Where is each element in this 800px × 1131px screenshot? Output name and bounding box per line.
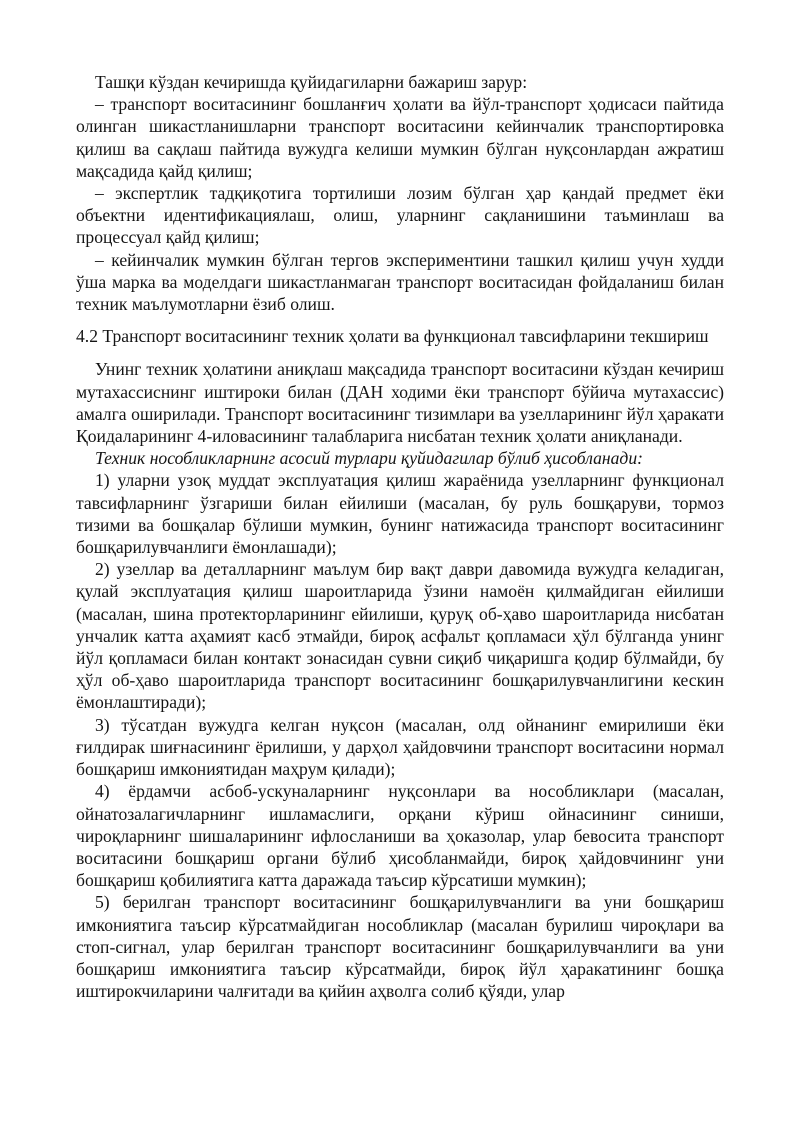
list-item-5: 5) берилган транспорт воситасининг бошқарилувчанлиги ва уни бошқариш имкониятига таъсир кўрсатмайдиган нособликлар (масалан бурилиш чироқлари ва стоп-сигнал, улар берилган транспорт воситасининг бошқарилувчанлиги ва уни бошқариш имкониятига таъсир кўрсатмайди, бироқ йўл ҳаракатининг бошқа иштирокчиларини чалғитади ва қийин аҳволга солиб қўяди, улар	[76, 892, 724, 1002]
paragraph-intro: Ташқи кўздан кечиришда қуйидагиларни бажариш зарур:	[95, 72, 528, 92]
paragraph-italic-lead: Техник нособликларнинг асосий турлари қуйидагилар бўлиб ҳисобланади:	[95, 448, 643, 469]
document-page	[76, 71, 724, 1002]
list-item-4: 4) ёрдамчи асбоб-ускуналарнинг нуқсонлари ва нособликлари (масалан, ойнатозалагичларнинг ишламаслиги, орқани кўриш ойнасининг синиши, чироқларнинг шишаларининг ифлосланиши ва ҳоказолар, улар бевосита транспорт воситасини бошқариш органи бўлиб ҳисобланмайди, бироқ ҳайдовчининг уни бошқариш қобилиятига катта даражада таъсир кўрсатиши мумкин);	[76, 781, 724, 891]
list-item-1: 1) уларни узоқ муддат эксплуатация қилиш жараёнида узелларнинг функционал тавсифларнинг ўзгариши билан ейилиши (масалан, бу руль бошқаруви, тормоз тизими ва бошқалар бўлиши мумкин, бунинг натижасида транспорт воситасининг бошқарилувчанлиги ёмонлашади);	[76, 470, 724, 558]
paragraph-technical-state: Унинг техник ҳолатини аниқлаш мақсадида транспорт воситасини кўздан кечириш мутахассиснинг иштироки билан (ДАН ходими ёки транспорт бўйича мутахассис) амалга оширилади. Транспорт воситасининг тизимлари ва узелларининг йўл ҳаракати Қоидаларининг 4-иловасининг талабларига нисбатан техник ҳолати аниқланади.	[76, 359, 724, 447]
list-item-3: 3) тўсатдан вужудга келган нуқсон (масалан, олд ойнанинг емирилиши ёки ғилдирак шиғнасининг ёрилиши, у дарҳол ҳайдовчини транспорт воситасини нормал бошқариш имкониятидан маҳрум қилади);	[76, 714, 724, 780]
section-heading: 4.2 Транспорт воситасининг техник ҳолати ва функционал тавсифларини текшириш	[76, 326, 709, 347]
list-item-dash-3: – кейинчалик мумкин бўлган тергов экспериментини ташкил қилиш учун худди ўша марка ва моделдаги шикастланмаган транспорт воситасидан фойдаланиш билан техник маълумотларни ёзиб олиш.	[76, 249, 724, 315]
list-item-2: 2) узеллар ва деталларнинг маълум бир вақт даври давомида вужудга келадиган, қулай эксплуатация қилиш шароитларида ўзини намоён қилмайдиган ейилиши (масалан, шина протекторларининг ейилиши, қуруқ об-ҳаво шароитларида нисбатан унчалик катта аҳамият касб этмайди, бироқ асфальт қопламаси ҳўл бўлганда унинг йўл қопламаси билан контакт зонасидан сувни сиқиб чиқаришга қодир бўлмайди, бу ҳўл об-ҳаво шароитларида транспорт воситасининг бошқарилувчанлигини кескин ёмонлаштиради);	[76, 559, 724, 713]
list-item-dash-2: – экспертлик тадқиқотига тортилиши лозим бўлган ҳар қандай предмет ёки объектни идентификациялаш, олиш, уларнинг сақланишини таъминлаш ва процессуал қайд қилиш;	[76, 183, 724, 248]
list-item-dash-1: – транспорт воситасининг бошланғич ҳолати ва йўл-транспорт ҳодисаси пайтида олинган шикастланишларни транспорт воситасини кейинчалик транспортировка қилиш ва сақлаш пайтида вужудга келиши мумкин бўлган нуқсонлардан ажратиш мақсадида қайд қилиш;	[76, 94, 724, 181]
